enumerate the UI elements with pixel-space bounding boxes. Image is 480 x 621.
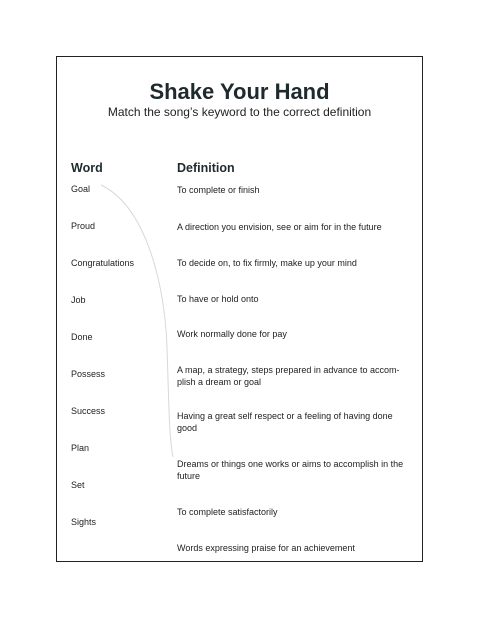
definition-item: Work normally done for pay <box>177 329 287 339</box>
curved-line-icon <box>57 57 424 563</box>
definition-item: To decide on, to fix firmly, make up your mind <box>177 258 357 268</box>
definition-item: To have or hold onto <box>177 294 259 304</box>
definition-item: To complete satisfactorily <box>177 507 278 517</box>
word-item: Success <box>71 406 106 416</box>
definition-column-header: Definition <box>177 161 235 175</box>
definition-item: To complete or finish <box>177 185 260 195</box>
word-item: Congratulations <box>71 258 135 268</box>
definition-item: Dreams or things one works or aims to accomplish in the future <box>177 459 404 481</box>
word-item: Sights <box>71 517 97 527</box>
word-item: Goal <box>71 184 91 194</box>
word-item: Set <box>71 480 85 490</box>
worksheet <box>56 56 423 562</box>
word-column-header: Word <box>71 161 103 175</box>
definition-item: Words expressing praise for an achievement <box>177 543 355 553</box>
definition-item: Having a great self respect or a feeling of having done good <box>177 411 393 433</box>
definition-item: A map, a strategy, steps prepared in advance to accom-plish a dream or goal <box>177 365 400 387</box>
word-item: Done <box>71 332 93 342</box>
worksheet-subtitle: Match the song’s keyword to the correct definition <box>107 105 372 119</box>
definition-item: A direction you envision, see or aim for in the future <box>177 222 382 232</box>
word-item: Proud <box>71 221 96 231</box>
word-item: Plan <box>71 443 90 453</box>
word-item: Job <box>71 295 86 305</box>
word-item: Possess <box>71 369 106 379</box>
worksheet-title: Shake Your Hand <box>149 79 330 104</box>
